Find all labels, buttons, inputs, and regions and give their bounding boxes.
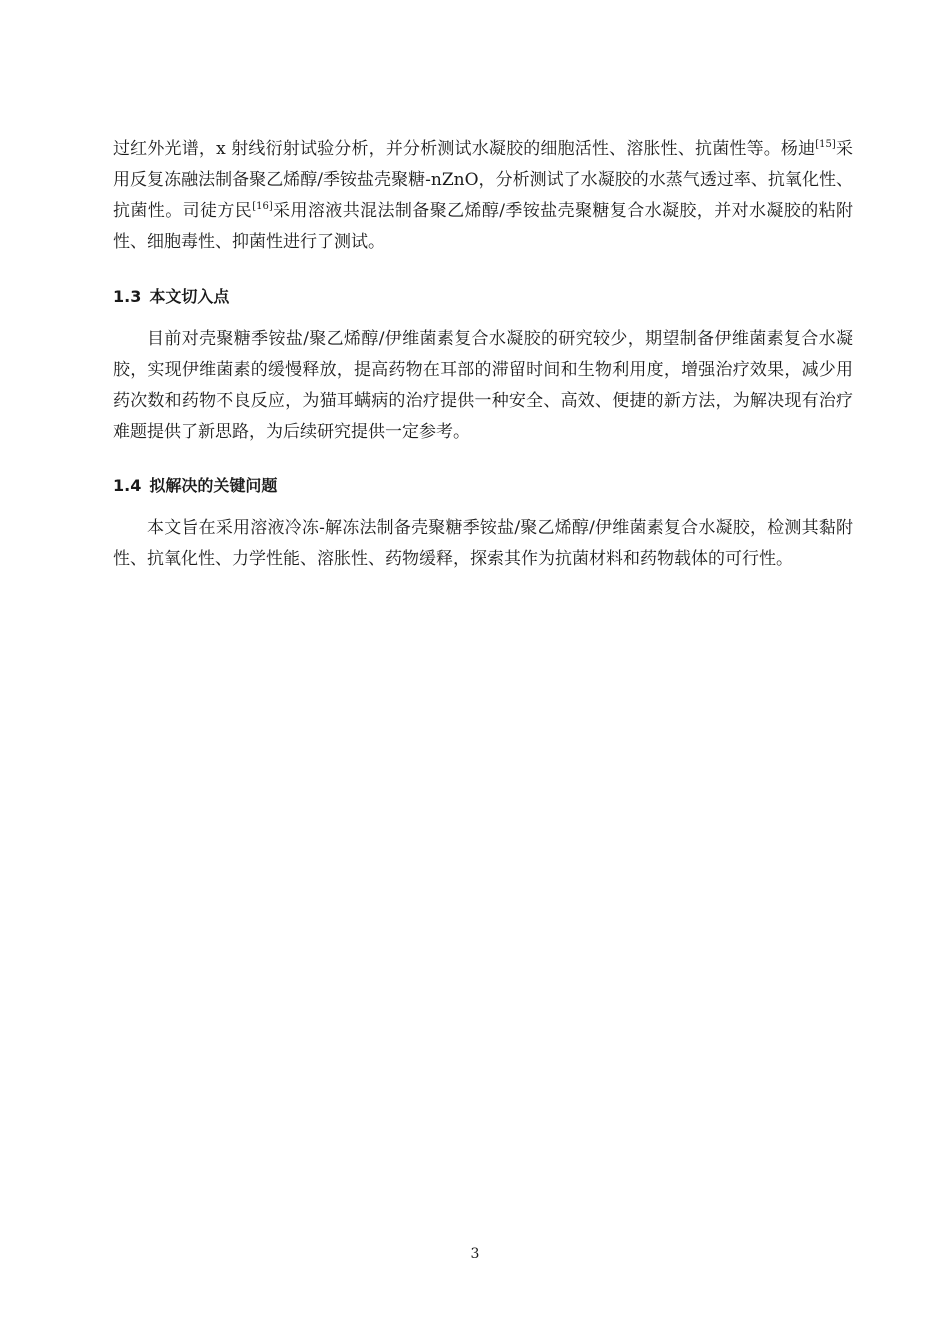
section-title: 本文切入点 — [149, 287, 230, 306]
section-1-4-body: 本文旨在采用溶液冷冻-解冻法制备壳聚糖季铵盐/聚乙烯醇/伊维菌素复合水凝胶，检测其黏附性、抗氧化性、力学性能、溶胀性、药物缓释，探索其作为抗菌材料和药物载体的可行性。 — [113, 518, 853, 569]
section-heading-1-4 — [113, 474, 853, 498]
citation-15: [15] — [815, 139, 836, 150]
section-heading-1-3 — [113, 285, 853, 309]
page-number: 3 — [470, 1246, 480, 1262]
citation-16: [16] — [252, 201, 273, 212]
section-title: 拟解决的关键问题 — [149, 476, 278, 495]
section-number: 1.3 — [113, 287, 142, 306]
section-number: 1.4 — [113, 476, 142, 495]
paragraph-text: 过红外光谱，x 射线衍射试验分析，并分析测试水凝胶的细胞活性、溶胀性、抗菌性等。杨迪 — [113, 139, 816, 159]
paragraph-continued — [113, 134, 853, 258]
paragraph-text: 采用反复冻融法制备聚乙烯醇/季铵盐壳聚糖-nZnO，分析测试了水凝胶的水蒸气透过率、抗氧化性、抗菌性。司徒方民 — [113, 139, 853, 221]
paragraph-text: 采用溶液共混法制备聚乙烯醇/季铵盐壳聚糖复合水凝胶，并对水凝胶的粘附性、细胞毒性、抑菌性进行了测试。 — [113, 201, 853, 252]
section-1-3-body: 目前对壳聚糖季铵盐/聚乙烯醇/伊维菌素复合水凝胶的研究较少，期望制备伊维菌素复合水凝胶，实现伊维菌素的缓慢释放，提高药物在耳部的滞留时间和生物利用度，增强治疗效果，减少用药次数和药物不良反应，为猫耳螨病的治疗提供一种安全、高效、便捷的新方法，为解决现有治疗难题提供了新思路，为后续研究提供一定参考。 — [113, 329, 853, 442]
